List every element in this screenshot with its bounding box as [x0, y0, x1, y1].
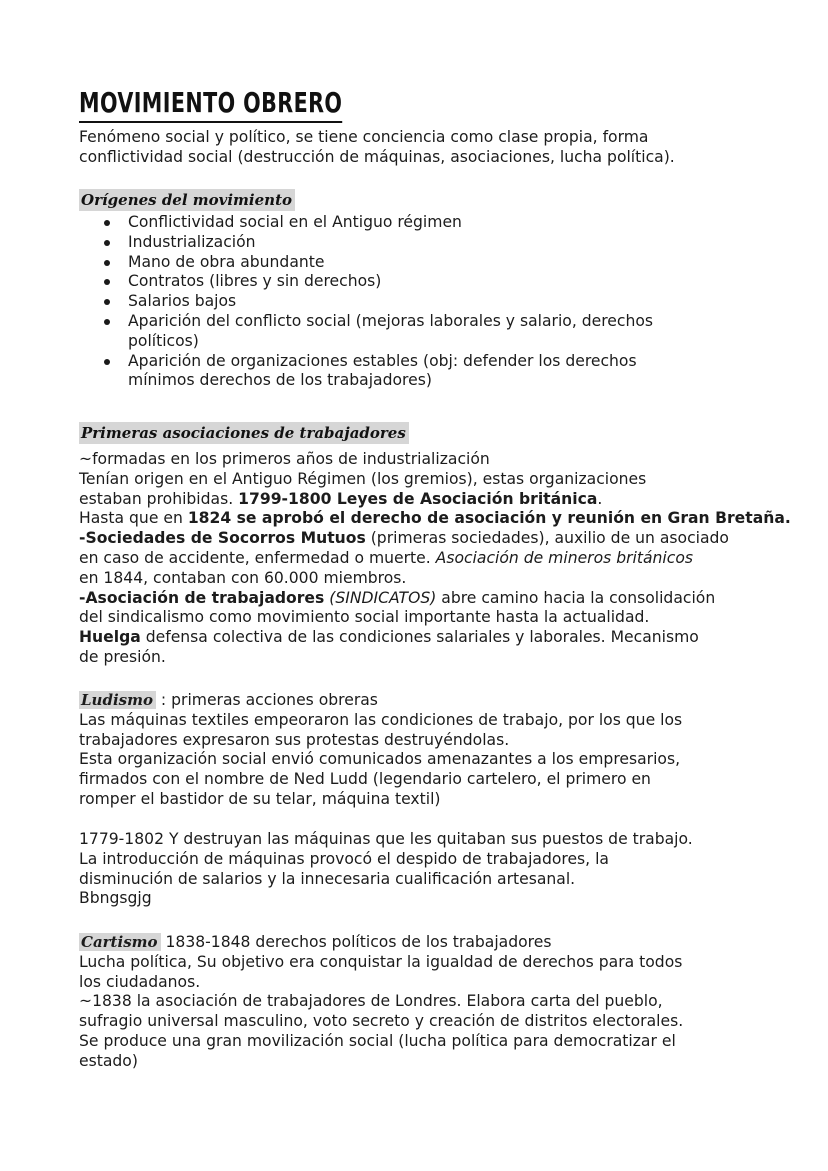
intro-line: Fenómeno social y político, se tiene conciencia como clase propia, forma: [79, 128, 649, 146]
text-line: en caso de accidente, enfermedad o muerte. Asociación de mineros británicos: [79, 548, 693, 567]
bullet-icon: [104, 260, 110, 266]
bold-text: 1824 se aprobó el derecho de asociación y reunión en Gran Bretaña.: [187, 509, 791, 528]
bold-text: -Sociedades de Socorros Mutuos: [79, 529, 366, 548]
text-line: del sindicalismo como movimiento social importante hasta la actualidad.: [79, 608, 650, 627]
ludismo-paragraph: [79, 691, 768, 810]
text-line: Se produce una gran movilización social (lucha política para democratizar el: [79, 1031, 676, 1050]
list-item: Aparición de organizaciones estables (obj: defender los derechos mínimos derechos de los trabajadores): [79, 352, 653, 392]
bullet-icon: [104, 299, 110, 305]
text-line: firmados con el nombre de Ned Ludd (legendario cartelero, el primero en: [79, 770, 651, 789]
bold-text: 1799-1800 Leyes de Asociación británica: [238, 489, 598, 508]
section-heading-primeras: Primeras asociaciones de trabajadores: [79, 422, 409, 444]
text-line: los ciudadanos.: [79, 972, 201, 991]
text-line: Cartismo 1838-1848 derechos políticos de los trabajadores: [81, 933, 552, 951]
bullet-icon: [104, 220, 110, 226]
text-line: Las máquinas textiles empeoraron las condiciones de trabajo, por los que los: [79, 710, 683, 729]
italic-text: Asociación de mineros británicos: [435, 548, 693, 567]
text-line: romper el bastidor de su telar, máquina textil): [79, 789, 441, 808]
italic-text: (SINDICATOS): [329, 588, 437, 607]
text-line: Lucha política, Su objetivo era conquistar la igualdad de derechos para todos: [79, 952, 683, 971]
text-line: ~formadas en los primeros años de industrialización: [79, 450, 490, 468]
cartismo-paragraph: [79, 933, 768, 1072]
bullet-icon: [104, 279, 110, 285]
intro-line: conflictividad social (destrucción de máquinas, asociaciones, lucha política).: [79, 147, 675, 166]
text-line: Ludismo : primeras acciones obreras: [81, 691, 378, 709]
text-line: disminución de salarios y la innecesaria cualificación artesanal.: [79, 869, 576, 888]
list-item: Industrialización: [79, 233, 653, 253]
ludismo-paragraph-2: [79, 830, 768, 909]
bold-text: Huelga: [79, 628, 141, 647]
intro-paragraph: [79, 128, 768, 168]
text-line: Tenían origen en el Antiguo Régimen (los gremios), estas organizaciones: [79, 469, 647, 488]
bold-text: -Asociación de trabajadores: [79, 588, 325, 607]
text-line: de presión.: [79, 647, 166, 666]
text-line: -Sociedades de Socorros Mutuos (primeras sociedades), auxilio de un asociado: [79, 529, 729, 548]
origenes-list: [79, 213, 653, 391]
list-item: Salarios bajos: [79, 292, 653, 312]
text-line: sufragio universal masculino, voto secreto y creación de distritos electorales.: [79, 1012, 684, 1031]
text-line: Hasta que en 1824 se aprobó el derecho de asociación y reunión en Gran Bretaña.: [79, 509, 791, 528]
section-heading-origenes: Orígenes del movimiento: [79, 189, 295, 211]
bullet-icon: [104, 319, 110, 325]
text-line: ~1838 la asociación de trabajadores de Londres. Elabora carta del pueblo,: [79, 992, 663, 1011]
text-line: estado): [79, 1051, 138, 1070]
text-line: trabajadores expresaron sus protestas destruyéndolas.: [79, 730, 510, 749]
text-line: Esta organización social envió comunicados amenazantes a los empresarios,: [79, 750, 681, 769]
text-line: estaban prohibidas. 1799-1800 Leyes de Asociación británica.: [79, 489, 603, 508]
text-line: 1779-1802 Y destruyan las máquinas que les quitaban sus puestos de trabajo.: [79, 830, 693, 848]
list-item: Contratos (libres y sin derechos): [79, 272, 653, 292]
section-heading-cartismo: Cartismo: [79, 933, 161, 951]
list-item: Conflictividad social en el Antiguo régimen: [79, 213, 653, 233]
section-heading-ludismo: Ludismo: [79, 691, 156, 709]
text-line: La introducción de máquinas provocó el despido de trabajadores, la: [79, 849, 609, 868]
primeras-paragraph: [79, 450, 791, 668]
bullet-icon: [104, 359, 110, 365]
list-item: Mano de obra abundante: [79, 253, 653, 273]
text-line: en 1844, contaban con 60.000 miembros.: [79, 568, 407, 587]
text-line: -Asociación de trabajadores (SINDICATOS) abre camino hacia la consolidación: [79, 588, 716, 607]
text-line: Bbngsgjg: [79, 889, 152, 908]
page-title: MOVIMIENTO OBRERO: [79, 86, 342, 123]
text-line: Huelga defensa colectiva de las condiciones salariales y laborales. Mecanismo: [79, 628, 699, 647]
list-item: Aparición del conflicto social (mejoras laborales y salario, derechos políticos): [79, 312, 653, 352]
bullet-icon: [104, 240, 110, 246]
